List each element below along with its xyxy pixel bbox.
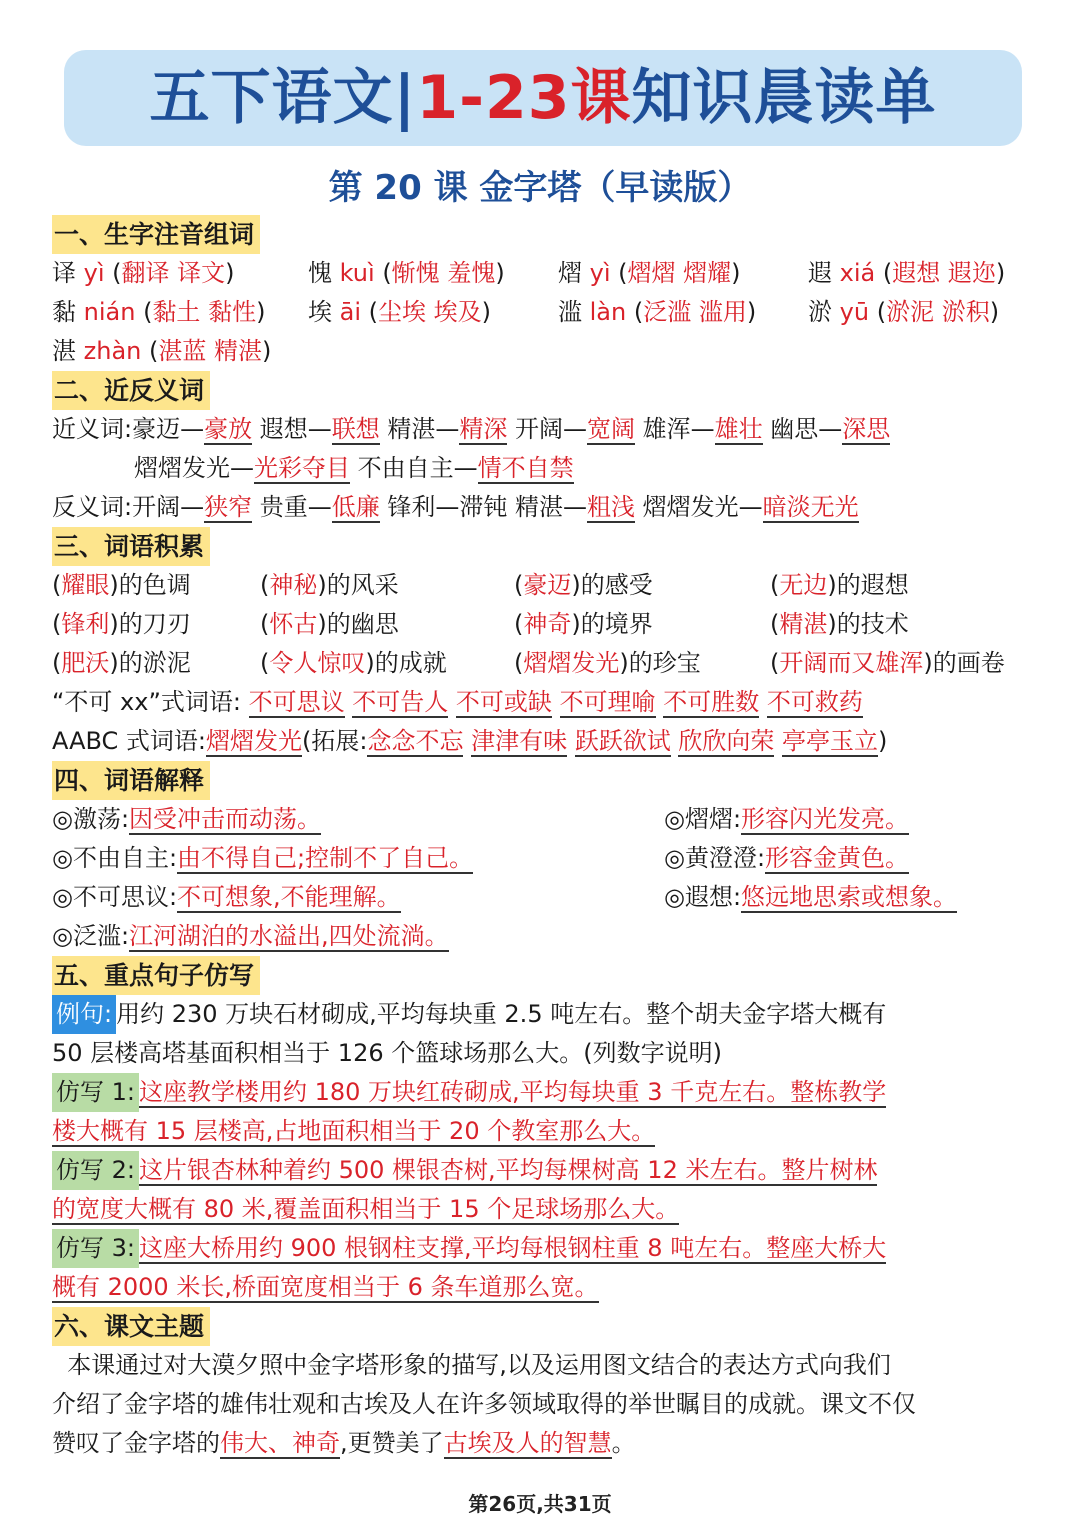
pinyin: yì [589,259,611,287]
char: 埃 [308,298,332,326]
title-banner [64,50,1022,146]
pinyin: làn [589,298,627,326]
char-row: 黏 nián (黏土 黏性) 埃 āi (尘埃 埃及) 滥 làn (泛滥 滥用) 淤 yū (淤泥 淤积) [52,298,1000,326]
theme-line [52,1424,1042,1463]
pair-base: 开阔— [515,415,588,443]
definition-row [52,878,1042,917]
pair-base: 精湛— [515,493,588,521]
char: 愧 [308,259,332,287]
phrase-row: (锋利)的刀刃 (怀古)的幽思 (神奇)的境界 (精湛)的技术 [52,610,909,638]
aabc-word: 念念不忘 [367,727,464,755]
word-pair: 黏土 黏性 [152,298,257,326]
aabc-word: 熠熠发光 [206,727,303,755]
imitation-tag: 仿写 1: [52,1073,139,1112]
section-4-heading: 四、词语解释 [52,761,210,800]
pair-answer: 暗淡无光 [762,493,859,521]
section-2-heading: 二、近反义词 [52,371,210,410]
title-part-2: 1-23课 [416,63,632,133]
section-1-heading: 一、生字注音组词 [52,215,260,254]
example-text: 用约 230 万块石材砌成,平均每块重 2.5 吨左右。整个胡夫金字塔大概有 [116,1000,887,1028]
definition-text: 江河湖泊的水溢出,四处流淌。 [129,922,449,950]
pair-base: 熠熠发光— [642,493,763,521]
aabc-extension-label: (拓展: [302,727,368,755]
synonym-row [52,410,1042,449]
phrase-answer: 怀古 [269,610,318,638]
pinyin: āi [339,298,362,326]
content [52,215,1042,1463]
phrase-text: 的感受 [580,571,653,599]
theme-text: 介绍了金字塔的雄伟壮观和古埃及人在许多领域取得的举世瞩目的成就。课文不仅 [52,1390,916,1418]
char: 熠 [558,259,582,287]
imitation-text: 的宽度大概有 80 米,覆盖面积相当于 15 个足球场那么大。 [52,1195,680,1223]
pair-base: 熠熠发光— [134,454,254,482]
imitation-text: 概有 2000 米长,桥面宽度相当于 6 条车道那么宽。 [52,1273,599,1301]
theme-text: 本课通过对大漠夕照中金字塔形象的描写,以及运用图文结合的表达方式向我们 [52,1351,891,1379]
bukexx-word: 不可思议 [248,688,345,716]
imitation-text: 这片银杏林种着约 500 棵银杏树,平均每棵树高 12 米左右。整片树林 [138,1156,878,1184]
pair-answer: 雄壮 [714,415,763,443]
synonym-label: 近义词: [52,415,133,443]
imitation-line [52,1151,1042,1190]
example-line [52,1034,1042,1073]
word-pair: 翻译 译文 [121,259,226,287]
definition-text: 形容金黄色。 [765,844,910,872]
pinyin: yì [83,259,105,287]
phrase-text: 的色调 [118,571,191,599]
pair-base: 不由自主— [357,454,478,482]
phrase-answer: 耀眼 [61,571,110,599]
phrase-text: 的淤泥 [118,649,191,677]
synonym-row [52,449,1042,488]
bukexx-word: 不可理喻 [559,688,656,716]
definition-text: 由不得自己;控制不了自己。 [177,844,474,872]
pair-answer: 联想 [331,415,380,443]
pair-answer: 深思 [842,415,891,443]
definition-term: ◎遐想: [664,883,742,911]
definition-term: ◎不可思议: [52,883,178,911]
word-pair: 淤泥 淤积 [886,298,990,326]
pair-answer: 低廉 [331,493,380,521]
phrase-row: (肥沃)的淤泥 (令人惊叹)的成就 (熠熠发光)的珍宝 (开阔而又雄浑)的画卷 [52,649,1005,677]
imitation-text: 这座大桥用约 900 根钢柱支撑,平均每根钢柱重 8 吨左右。整座大桥大 [138,1234,887,1262]
phrase-text: 的珍宝 [628,649,701,677]
title-part-3: 知识晨读单 [631,63,937,133]
pair-base: 贵重— [259,493,332,521]
theme-answer: 古埃及人的智慧 [443,1429,612,1457]
example-text: 50 层楼高塔基面积相当于 126 个篮球场那么大。(列数字说明) [52,1039,722,1067]
bukexx-word: 不可胜数 [663,688,760,716]
definition-term: ◎激荡: [52,805,130,833]
bukexx-word: 不可救药 [766,688,863,716]
aabc-word: 欣欣向荣 [678,727,775,755]
theme-text: 赞叹了金字塔的 [52,1429,220,1457]
imitation-text: 楼大概有 15 层楼高,占地面积相当于 20 个教室那么大。 [52,1117,656,1145]
definition-term: ◎不由自主: [52,844,178,872]
phrase-answer: 令人惊叹 [269,649,366,677]
char: 遐 [808,259,832,287]
definition-row [52,917,1042,956]
phrase-answer: 熠熠发光 [523,649,620,677]
phrase-text: 的境界 [580,610,653,638]
pinyin: xiá [839,259,876,287]
definition-row [52,839,1042,878]
pinyin: nián [83,298,136,326]
phrase-answer: 开阔而又雄浑 [779,649,924,677]
section-3-heading: 三、词语积累 [52,527,210,566]
page-footer: 第26页,共31页 [468,1492,612,1516]
imitation-text: 这座教学楼用约 180 万块红砖砌成,平均每块重 3 千克左右。整栋教学 [138,1078,887,1106]
pair-answer: 情不自禁 [477,454,574,482]
phrase-answer: 豪迈 [523,571,572,599]
theme-answer: 伟大、神奇 [220,1429,340,1457]
imitation-tag: 仿写 2: [52,1151,139,1190]
section-5-heading: 五、重点句子仿写 [52,956,260,995]
bukexx-row [52,683,1042,722]
pair-base: 豪迈— [132,415,205,443]
phrase-text: 的成就 [374,649,447,677]
example-line [52,995,1042,1034]
char: 黏 [52,298,76,326]
definition-row [52,800,1042,839]
pair-answer: 宽阔 [587,415,636,443]
char: 滥 [558,298,582,326]
definition-text: 不可想象,不能理解。 [177,883,401,911]
imitation-tag: 仿写 3: [52,1229,139,1268]
phrase-answer: 锋利 [61,610,110,638]
theme-line [52,1385,1042,1424]
word-pair: 尘埃 埃及 [378,298,482,326]
phrase-text: 的刀刃 [118,610,191,638]
char: 译 [52,259,76,287]
phrase-answer: 神秘 [269,571,318,599]
word-pair: 泛滥 滥用 [643,298,747,326]
imitation-line [52,1190,1042,1229]
aabc-word: 跃跃欲试 [574,727,671,755]
pair-answer: 光彩夺目 [254,454,350,482]
antonym-row [52,488,1042,527]
theme-text: 。 [611,1429,636,1457]
title-part-1: 五下语文| [149,63,417,133]
phrase-answer: 无边 [779,571,828,599]
imitation-line [52,1073,1042,1112]
definition-term: ◎泛滥: [52,922,130,950]
pinyin: kuì [339,259,375,287]
phrase-text: 的技术 [836,610,909,638]
theme-text: ,更赞美了 [340,1429,444,1457]
phrase-text: 的风采 [326,571,399,599]
pair-base: 精湛— [387,415,460,443]
word-pair: 湛蓝 精湛 [158,337,263,365]
char-row: 译 yì (翻译 译文) 愧 kuì (惭愧 羞愧) 熠 yì (熠熠 熠耀) 遐 xiá (遐想 遐迩) [52,259,1006,287]
pair-base: 开阔— [132,493,205,521]
char: 淤 [808,298,832,326]
bukexx-label: “不可 xx”式词语: [52,688,241,716]
definition-text: 悠远地思索或想象。 [741,883,958,911]
pair-base: 幽思— [770,415,843,443]
aabc-close: ) [878,727,888,755]
pair-answer: 豪放 [204,415,253,443]
pinyin: yū [839,298,870,326]
phrase-row: (耀眼)的色调 (神秘)的风采 (豪迈)的感受 (无边)的遐想 [52,571,909,599]
word-pair: 惭愧 羞愧 [391,259,496,287]
phrase-text: 的画卷 [932,649,1005,677]
word-pair: 熠熠 熠耀 [627,259,732,287]
definition-term: ◎熠熠: [664,805,742,833]
pinyin: zhàn [83,337,142,365]
definition-term: ◎黄澄澄: [664,844,766,872]
phrase-text: 的幽思 [326,610,399,638]
aabc-row [52,722,1042,761]
aabc-label: AABC 式词语: [52,727,207,755]
pair-base: 雄浑— [642,415,715,443]
pair-base: 遐想— [259,415,332,443]
aabc-word: 津津有味 [471,727,568,755]
char: 湛 [52,337,76,365]
imitation-line [52,1112,1042,1151]
char-row: 湛 zhàn (湛蓝 精湛) [52,337,272,365]
bukexx-word: 不可告人 [352,688,449,716]
bukexx-word: 不可或缺 [455,688,552,716]
phrase-text: 的遐想 [836,571,909,599]
pair-answer: 粗浅 [587,493,636,521]
example-tag: 例句: [52,995,116,1034]
aabc-word: 亭亭玉立 [782,727,879,755]
phrase-answer: 肥沃 [61,649,110,677]
pair-answer: 狭窄 [204,493,253,521]
section-6-heading: 六、课文主题 [52,1307,210,1346]
pair-answer: 精深 [459,415,508,443]
imitation-line [52,1229,1042,1268]
definition-text: 因受冲击而动荡。 [129,805,322,833]
word-pair: 遐想 遐迩 [892,259,996,287]
pair-base: 锋利—滞钝 [387,493,508,521]
definition-text: 形容闪光发亮。 [741,805,910,833]
phrase-answer: 精湛 [779,610,828,638]
antonym-label: 反义词: [52,493,133,521]
imitation-line [52,1268,1042,1307]
phrase-answer: 神奇 [523,610,572,638]
lesson-subtitle: 第 20 课 金字塔（早读版） [328,168,752,208]
theme-line [52,1346,1042,1385]
